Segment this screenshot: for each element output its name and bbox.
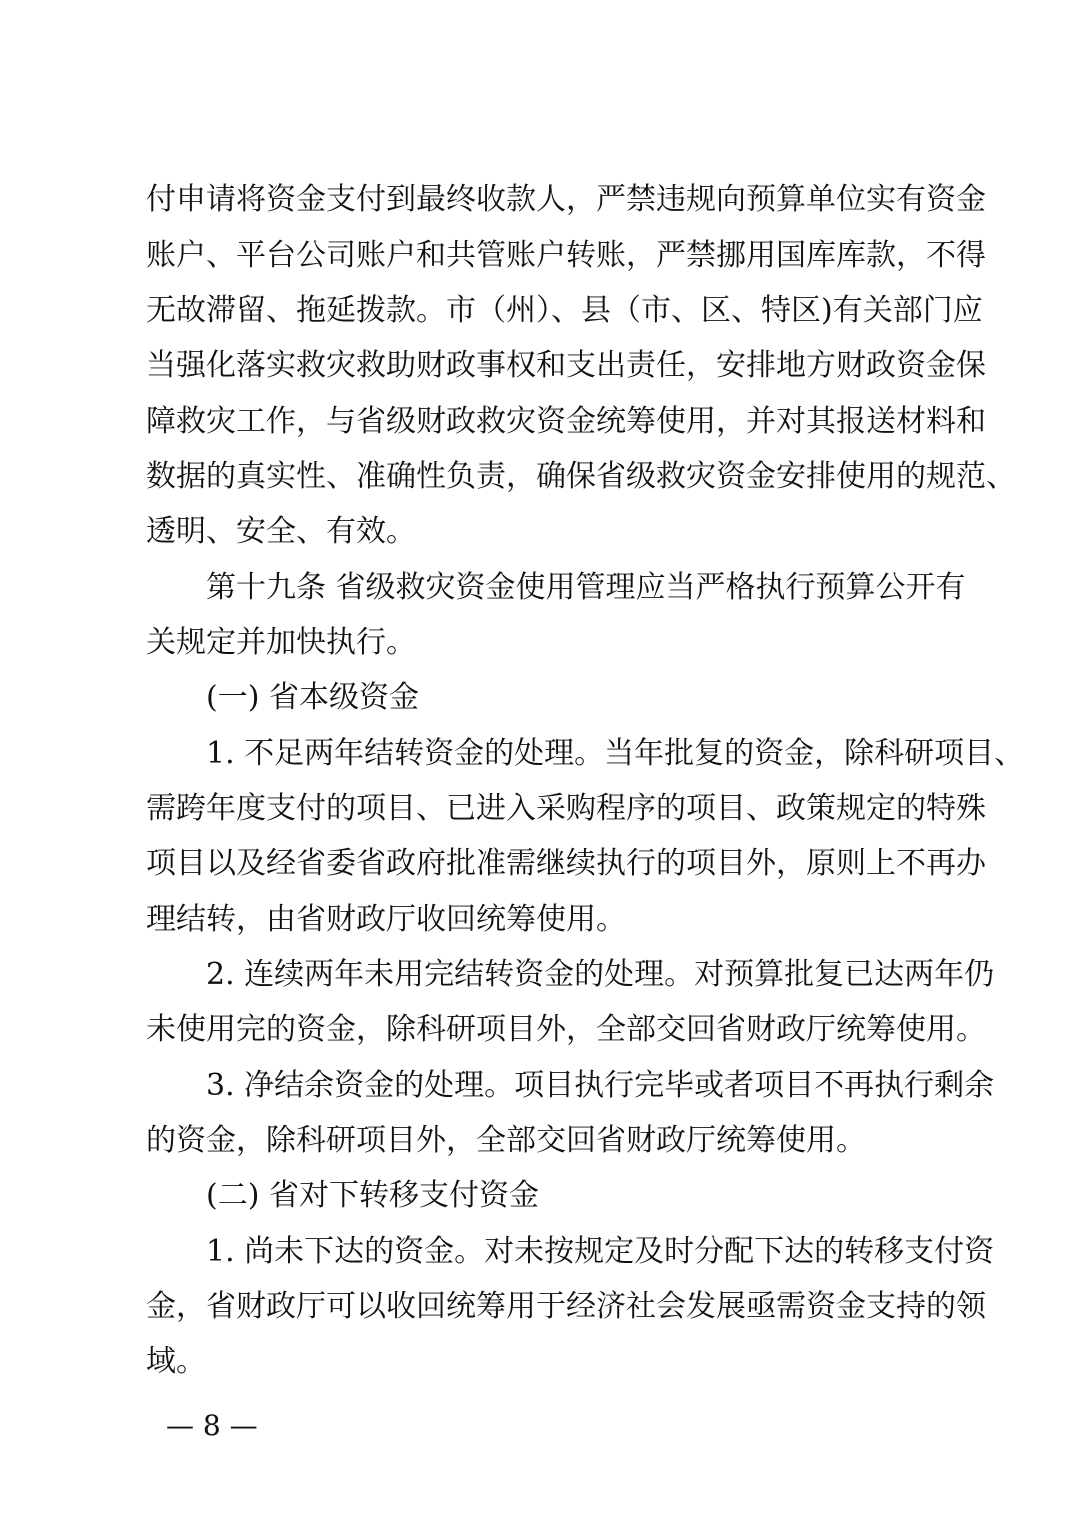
text-line: 的资金，除科研项目外，全部交回省财政厅统筹使用。: [146, 1123, 866, 1158]
text-line: 需跨年度支付的项目、已进入采购程序的项目、政策规定的特殊: [146, 791, 986, 826]
text-line: 透明、安全、有效。: [146, 514, 416, 549]
text-line: 3. 净结余资金的处理。项目执行完毕或者项目不再执行剩余: [206, 1068, 995, 1103]
page-number: — 8 —: [166, 1409, 258, 1442]
section-heading: (一) 省本级资金: [206, 680, 419, 715]
text-line: 项目以及经省委省政府批准需继续执行的项目外，原则上不再办: [146, 846, 986, 881]
text-line: 账户、平台公司账户和共管账户转账，严禁挪用国库库款，不得: [146, 238, 986, 273]
text-line: 当强化落实救灾救助财政事权和支出责任，安排地方财政资金保: [146, 348, 986, 383]
text-line: 域。: [146, 1344, 206, 1379]
section-heading: (二) 省对下转移支付资金: [206, 1178, 539, 1213]
text-line: 1. 不足两年结转资金的处理。当年批复的资金，除科研项目、: [206, 736, 1025, 771]
text-line: 障救灾工作，与省级财政救灾资金统筹使用，并对其报送材料和: [146, 404, 986, 439]
text-line: 无故滞留、拖延拨款。市（州）、县（市、区、特区)有关部门应: [146, 293, 983, 328]
text-line: 关规定并加快执行。: [146, 625, 416, 660]
article-heading-line: 第十九条 省级救灾资金使用管理应当严格执行预算公开有: [206, 570, 966, 605]
text-line: 数据的真实性、准确性负责，确保省级救灾资金安排使用的规范、: [146, 459, 1016, 494]
text-line: 2. 连续两年未用完结转资金的处理。对预算批复已达两年仍: [206, 957, 995, 992]
text-line: 金，省财政厅可以收回统筹用于经济社会发展亟需资金支持的领: [146, 1289, 986, 1324]
text-line: 1. 尚未下达的资金。对未按规定及时分配下达的转移支付资: [206, 1234, 995, 1269]
text-line: 付申请将资金支付到最终收款人，严禁违规向预算单位实有资金: [146, 182, 986, 217]
text-line: 理结转，由省财政厅收回统筹使用。: [146, 902, 626, 937]
text-line: 未使用完的资金，除科研项目外，全部交回省财政厅统筹使用。: [146, 1012, 986, 1047]
